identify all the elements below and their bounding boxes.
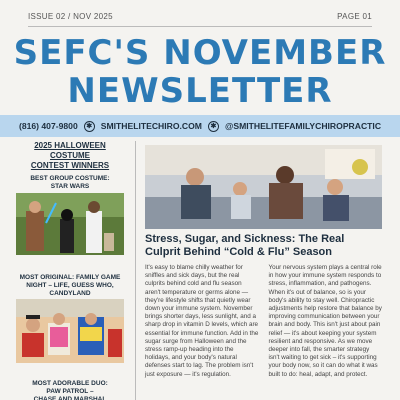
page-number: PAGE 01 bbox=[337, 12, 372, 21]
website-link[interactable]: SMITHELITECHIRO.COM bbox=[100, 121, 202, 131]
phone-number[interactable]: (816) 407-9800 bbox=[18, 121, 78, 131]
winner-1-line-2: STAR WARS bbox=[50, 183, 90, 190]
asterisk-icon: ✱ bbox=[208, 121, 219, 132]
winner-2-line-3: CANDYLAND bbox=[49, 290, 91, 297]
winner-1-line-1: BEST GROUP COSTUME: bbox=[30, 175, 110, 182]
winner-photo-star-wars bbox=[16, 193, 124, 255]
issue-bar bbox=[28, 10, 372, 24]
winner-3-line-2: PAW PATROL – bbox=[46, 388, 94, 395]
winner-photo-family-game-night bbox=[16, 299, 124, 363]
winner-category-2 bbox=[14, 274, 126, 298]
newsletter-title bbox=[0, 34, 400, 110]
social-handle[interactable]: @SMITHELITEFAMILYCHIROPRACTIC bbox=[224, 121, 382, 131]
asterisk-icon: ✱ bbox=[84, 121, 95, 132]
article-column-1: It's easy to blame chilly weather for sniffles and sick days, but the real culprits behind cold and flu season aren't temperature or germs alone — they're lifestyle shifts that quietly wear down your immune system. November brings shorter days, less sunlight, and a sharp drop in vitamin D levels, which are essential for immune function. Add in the sugar surge from Halloween and the stress ramp-up heading into the holidays, and your body's natural defenses start to lag. The problem isn't just exposure — it's regulation. bbox=[145, 264, 259, 378]
winner-2-line-1: MOST ORIGINAL: FAMILY GAME bbox=[19, 274, 121, 281]
winner-3-line-3: CHASE AND MARSHAL bbox=[33, 396, 107, 400]
winner-3-line-1: MOST ADORABLE DUO: bbox=[32, 380, 108, 387]
top-divider bbox=[28, 26, 372, 27]
contest-heading-line-1: 2025 HALLOWEEN COSTUME bbox=[34, 141, 106, 160]
article-photo-sick-family bbox=[145, 145, 382, 229]
winner-category-1 bbox=[14, 175, 126, 191]
article-headline: Stress, Sugar, and Sickness: The Real Culprit Behind “Cold & Flu” Season bbox=[145, 233, 345, 258]
article-column bbox=[145, 141, 382, 400]
winner-category-3 bbox=[14, 380, 126, 400]
title-line-2: NEWSLETTER bbox=[67, 71, 333, 111]
article-body bbox=[145, 264, 382, 379]
column-divider bbox=[135, 141, 136, 400]
title-line-1: SEFC'S NOVEMBER bbox=[13, 33, 387, 73]
contest-column bbox=[14, 141, 126, 400]
issue-label: ISSUE 02 / NOV 2025 bbox=[28, 12, 113, 21]
contest-heading bbox=[14, 141, 126, 171]
article-column-2: Your nervous system plays a central role in how your immune system responds to stress, inflammation, and pathogens. When it's out of balance, so is your body's ability to stay well. Chiropractic adjustments help restore that balance by improving communication between your brain and body. This isn't just about pain relief — it's about keeping your system resilient and responsive. As we move deeper into fall, the smarter strategy isn't waiting to get sick – it's supporting your body now, so it can do what it was built to do: heal, adapt, and protect. bbox=[268, 264, 382, 378]
contest-heading-line-2: CONTEST WINNERS bbox=[30, 161, 110, 170]
contact-bar bbox=[0, 115, 400, 137]
winner-2-line-2: NIGHT – LIFE, GUESS WHO, bbox=[26, 282, 114, 289]
